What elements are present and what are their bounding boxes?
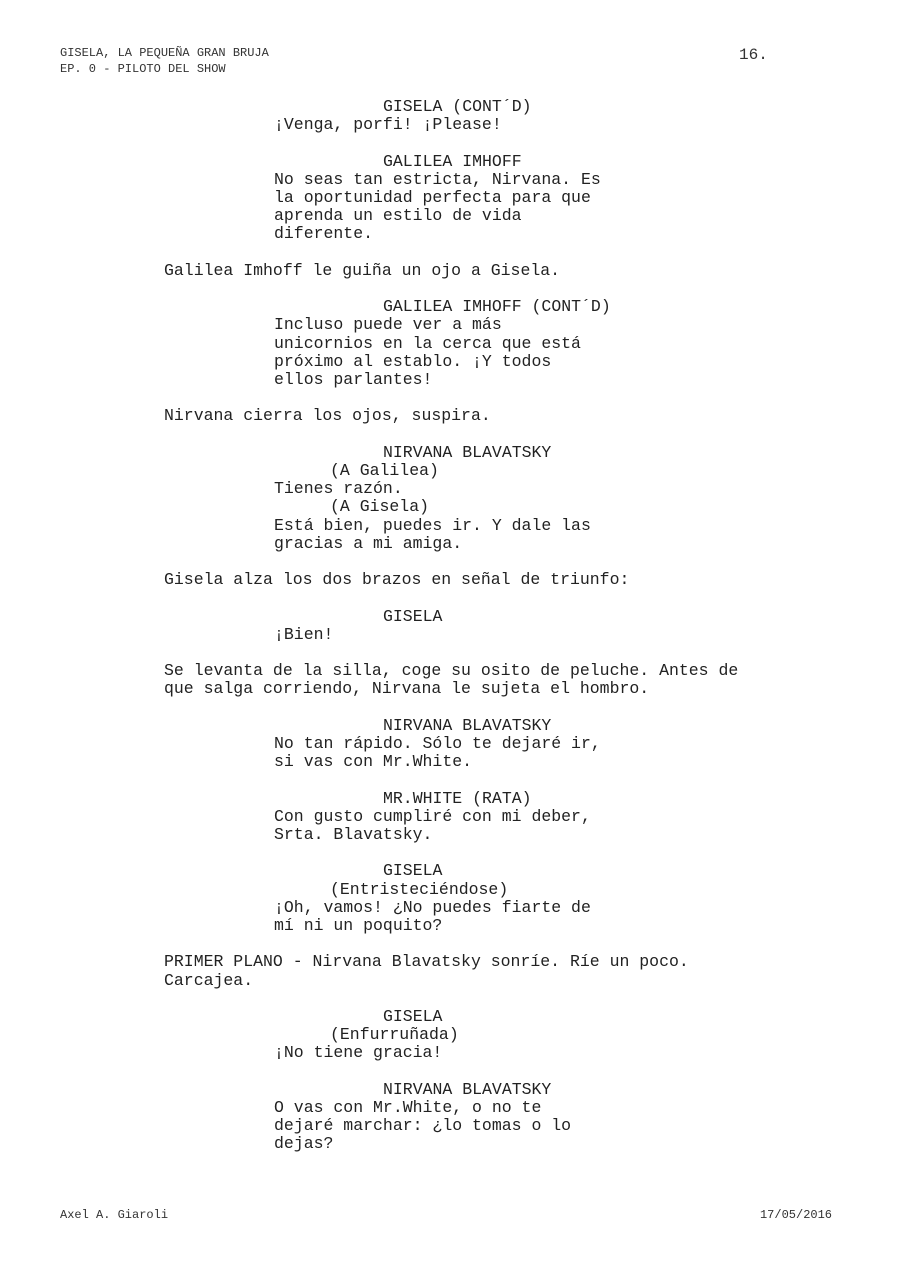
character-cue: GISELA	[383, 606, 443, 626]
document-date: 17/05/2016	[759, 1208, 832, 1222]
dialogue-line: dejas?	[274, 1134, 334, 1154]
action-line: Gisela alza los dos brazos en señal de triunfo:	[164, 570, 630, 590]
dialogue-line: Tienes razón.	[274, 479, 403, 499]
dialogue-line: No tan rápido. Sólo te dejaré ir,	[274, 734, 601, 753]
action-line: PRIMER PLANO - Nirvana Blavatsky sonríe. Ríe un poco.	[164, 952, 689, 972]
character-cue: GISELA	[383, 1007, 443, 1026]
dialogue-line: gracias a mi amiga.	[274, 533, 463, 553]
dialogue-line: mí ni un poquito?	[274, 916, 443, 935]
character-cue: GALILEA IMHOFF (CONT´D)	[383, 297, 611, 317]
dialogue-line: próximo al establo. ¡Y todos	[274, 351, 552, 371]
dialogue-line: aprenda un estilo de vida	[274, 206, 522, 226]
dialogue-line: Incluso puede ver a más	[274, 315, 502, 335]
character-cue: NIRVANA BLAVATSKY	[383, 715, 552, 735]
dialogue-line: la oportunidad perfecta para que	[274, 188, 591, 207]
character-cue: GISELA	[383, 861, 443, 881]
dialogue-line: diferente.	[274, 224, 374, 244]
character-cue: NIRVANA BLAVATSKY	[383, 442, 552, 462]
dialogue-line: Con gusto cumpliré con mi deber,	[274, 806, 591, 826]
action-line: que salga corriendo, Nirvana le sujeta el hombro.	[164, 679, 650, 699]
dialogue-line: ¡No tiene gracia!	[274, 1043, 443, 1063]
parenthetical: (Entristeciéndose)	[330, 879, 509, 899]
dialogue-line: dejaré marchar: ¿lo tomas o lo	[274, 1116, 572, 1136]
page-number: 16.	[739, 46, 768, 64]
dialogue-line: ¡Oh, vamos! ¿No puedes fiarte de	[274, 897, 591, 917]
parenthetical: (Enfurruñada)	[330, 1025, 459, 1045]
dialogue-line: Está bien, puedes ir. Y dale las	[274, 515, 591, 535]
dialogue-line: unicornios en la cerca que está	[274, 333, 581, 353]
episode-label: EP. 0 - PILOTO DEL SHOW	[60, 62, 226, 76]
parenthetical: (A Galilea)	[330, 461, 439, 480]
action-line: Galilea Imhoff le guiña un ojo a Gisela.	[164, 260, 561, 280]
author-name: Axel A. Giaroli	[60, 1208, 169, 1222]
dialogue-line: Srta. Blavatsky.	[274, 825, 433, 844]
character-cue: NIRVANA BLAVATSKY	[383, 1079, 552, 1099]
action-line: Se levanta de la silla, coge su osito de peluche. Antes de	[164, 661, 739, 681]
dialogue-line: ¡Bien!	[274, 624, 334, 644]
dialogue-line: ¡Venga, porfi! ¡Please!	[274, 115, 502, 135]
dialogue-line: O vas con Mr.White, o no te	[274, 1098, 542, 1117]
document-title: GISELA, LA PEQUEÑA GRAN BRUJA	[60, 46, 269, 60]
action-line: Carcajea.	[164, 970, 254, 990]
parenthetical: (A Gisela)	[330, 497, 430, 517]
dialogue-line: ellos parlantes!	[274, 370, 433, 389]
character-cue: GALILEA IMHOFF	[383, 151, 522, 171]
character-cue: MR.WHITE (RATA)	[383, 788, 532, 808]
character-cue: GISELA (CONT´D)	[383, 97, 532, 116]
action-line: Nirvana cierra los ojos, suspira.	[164, 406, 491, 426]
dialogue-line: No seas tan estricta, Nirvana. Es	[274, 169, 601, 189]
dialogue-line: si vas con Mr.White.	[274, 752, 473, 772]
